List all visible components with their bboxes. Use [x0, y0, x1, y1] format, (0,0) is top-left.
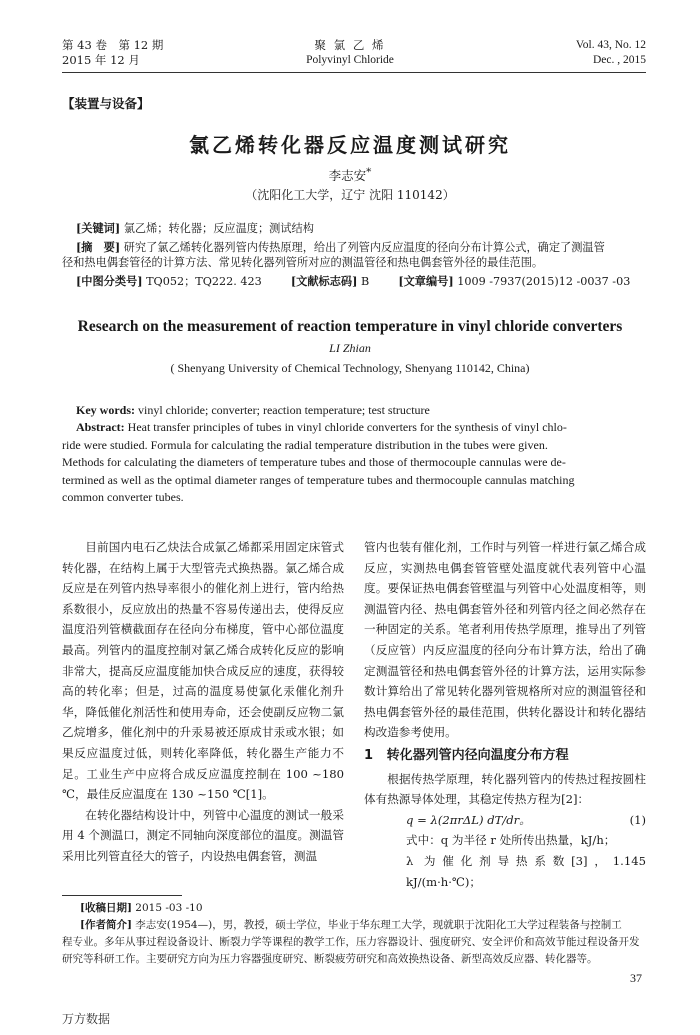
- bio-line: 李志安(1954—)，男，教授，硕士学位，毕业于华东理工大学，现就职于沈阳化工大学过程装备与控制工: [135, 919, 622, 931]
- header-vol-issue-en: Vol. 43, No. 12: [575, 39, 646, 51]
- cn-clc: TQ052；TQ222. 423: [146, 274, 262, 288]
- cn-article: 1009 -7937(2015)12 -0037 -03: [457, 274, 631, 288]
- en-title: Research on the measurement of reaction temperature in vinyl chloride converters: [77, 318, 623, 335]
- body-line: 乙烯合成反应是在列管内热导率很小的催化剂上进: [62, 560, 344, 596]
- bio-row: [62, 917, 646, 934]
- en-keywords-label: Key words:: [76, 403, 135, 417]
- equation-number: (1): [629, 812, 646, 827]
- body-line: 然存在一种固定的关系。笔者利用传热学原理，推导: [364, 601, 646, 637]
- body-line: 出去，使得反应温度沿列管横截面存在径向分布梯: [62, 601, 344, 637]
- body-line: 根据传热学原理，转化器列管内的传热过程按: [387, 771, 623, 786]
- header-rule: [62, 72, 646, 73]
- footnote-rule: [62, 895, 182, 896]
- en-meta-block: [62, 402, 646, 506]
- body-line: 圆柱体有热源导体处理，其稳定传热方程为[2]：: [364, 771, 646, 807]
- en-keywords-row: [62, 402, 646, 419]
- body-line: 和使用寿命，还会使副反应物二氯乙烷增多，催化剂: [62, 704, 344, 740]
- cn-title: 氯乙烯转化器反应温度测试研究: [189, 133, 511, 157]
- header-date-en: Dec. , 2015: [592, 54, 646, 66]
- body-line: 管内也装有催化剂，工作时与列管一样进行氯乙烯合: [364, 540, 635, 554]
- received-row: [62, 900, 646, 917]
- cn-article-label: [文章编号]: [398, 273, 454, 288]
- body-line: 采用 4 个测温口，测定不同轴向深度部位的温度。测: [62, 807, 344, 843]
- en-abstract-label: Abstract:: [76, 420, 125, 435]
- body-paragraph: [364, 769, 646, 810]
- en-abstract-line: common converter tubes.: [62, 490, 184, 505]
- body-line: 运用实际参数计算给出了常见转化器列管规格所对应: [364, 663, 646, 699]
- cn-clc-label: [中图分类号]: [76, 273, 143, 288]
- received-label: [收稿日期]: [80, 902, 132, 914]
- body-paragraph: [364, 537, 646, 743]
- header-right: [576, 38, 646, 68]
- body-line: 高的温度易使氯化汞催化剂升华，降低催化剂活性: [62, 684, 344, 719]
- header-journal-cn: 聚 氯 乙 烯: [314, 38, 386, 52]
- cn-class-row: [62, 274, 662, 290]
- received-date: 2015 -03 -10: [135, 902, 203, 914]
- equation-1: [364, 810, 646, 831]
- page-number: 37: [630, 971, 642, 985]
- body-line: 温度在 130 ~150 ℃[1]。: [132, 787, 274, 802]
- cn-abstract-label: [摘 要]: [76, 239, 121, 254]
- body-line: 设计和转化器结构改造参考使用。: [364, 704, 646, 740]
- section-heading-1: [364, 746, 646, 767]
- bio-line: 程专业。多年从事过程设备设计、断裂力学等课程的教学工作，压力容器设计、强度研究、安全评价和高效节能过程设备开发: [62, 936, 640, 948]
- section-title: 转化器列管内径向温度分布方程: [386, 747, 569, 763]
- definition-line: 式中：q 为半径 r 处所传出热量，kJ/h；: [406, 833, 616, 848]
- cn-affiliation: （沈阳化工大学，辽宁 沈阳 110142）: [245, 188, 455, 202]
- body-line: 等，则测温管内径、热电偶套管外径和列管内径之间必: [364, 581, 646, 616]
- body-line: 的测温管径和热电偶套管外径的最佳范围，供转化器: [364, 684, 646, 719]
- watermark: 万方数据: [62, 1012, 111, 1026]
- bio-label: [作者简介]: [80, 919, 132, 931]
- body-paragraph: [62, 805, 344, 867]
- body-left-column: [62, 537, 344, 867]
- header-vol-issue-cn: 第 43 卷 第 12 期: [62, 38, 164, 52]
- section-number: 1: [364, 747, 374, 763]
- body-line: 中应将合成反应温度控制在 100 ~180 ℃，最佳反应: [62, 766, 344, 802]
- body-paragraph: [62, 537, 344, 805]
- cn-doc: B: [360, 274, 370, 288]
- body-line: 行，管内给热系数很小，反应放出的热量不容易传递: [62, 581, 344, 616]
- body-line: 出了列管（反应管）内反应温度的径向分布计算方法，: [364, 622, 646, 657]
- body-line: 乙烯合成转化反应的影响非常大，提高反应温度能: [62, 642, 344, 678]
- en-abstract-line: Heat transfer principles of tubes in vinyl chloride converters for the synthesis of vinyl chlo-: [127, 420, 567, 435]
- body-line: 温管采用比列管直径大的管子，内设热电偶套管，测温: [62, 828, 344, 863]
- en-abstract-line: termined as well as the optimal diameter ranges of temperature tubes and thermocouple cannulas matching: [62, 472, 575, 487]
- en-abstract-line: ride were studied. Formula for calculating the radial temperature distribution in the tubes were given.: [62, 437, 548, 452]
- en-author: LI Zhian: [329, 341, 371, 355]
- cn-meta-block: [62, 221, 662, 289]
- cn-abstract-line1: 研究了氯乙烯转化器列管内传热原理，给出了列管内反应温度的径向分布计算公式，确定了测温管: [123, 240, 605, 254]
- body-line: 温度。要保证热电偶套管壁温与列管中心处温度相: [364, 560, 646, 596]
- body-line: 成反应，实测热电偶套管管壁处温度就代表列管中心: [364, 540, 646, 575]
- cn-author: 李志安: [328, 168, 367, 184]
- cn-keywords: 氯乙烯；转化器；反应温度；测试结构: [123, 222, 314, 235]
- cn-keywords-row: [62, 221, 662, 237]
- definition-line: λ 为催化剂导热系数[3]，1.145 kJ/(m·h·℃)；: [406, 853, 646, 889]
- body-line: 给出了确定测温管径和热电偶套管外径的计算方法，: [364, 642, 646, 678]
- header-journal-en: Polyvinyl Chloride: [306, 54, 394, 66]
- en-abstract-line: Methods for calculating the diameters of temperature tubes and those of thermocouple cannulas were de-: [62, 455, 566, 470]
- cn-doc-label: [文献标志码]: [290, 273, 358, 288]
- bio-line: 研究等科研工作。主要研究方向为压力容器强度研究、断裂疲劳研究和高效换热设备、新型高效反应器、转化器等。: [62, 953, 598, 965]
- cn-abstract-line2: 径和热电偶套管径的计算方法、常见转化器列管所对应的测温管径和热电偶套管外径的最佳范围。: [62, 256, 544, 269]
- cn-keywords-label: [关键词]: [76, 221, 121, 235]
- cn-author-line: [0, 166, 700, 184]
- equation-body: q = λ(2πrΔL) dT/dr。: [406, 812, 531, 827]
- body-line: 加快合成反应的速度，获得较高的转化率；但是，过: [62, 663, 344, 699]
- section-tag: 【装置与设备】: [62, 96, 150, 111]
- cn-author-mark: *: [366, 166, 372, 178]
- en-abstract-row: [62, 419, 646, 436]
- en-keywords: vinyl chloride; converter; reaction temperature; test structure: [138, 403, 430, 417]
- body-line: 目前国内电石乙炔法合成氯乙烯都采用固定床: [85, 540, 321, 554]
- header-date-cn: 2015 年 12 月: [62, 53, 140, 67]
- body-line: 管式转化器，在结构上属于大型管壳式换热器。氯: [62, 540, 344, 575]
- footnote-block: [62, 900, 646, 968]
- cn-abstract-row: [62, 240, 662, 256]
- body-line: 中的升汞易被还原成甘汞或水银；如果反应温度过: [62, 725, 344, 760]
- body-line: 度，管中心部位温度最高。列管内的温度控制对氯: [62, 622, 344, 657]
- body-right-column: [364, 537, 646, 892]
- body-line: 在转化器结构设计中，列管中心温度的测试一般: [85, 807, 333, 822]
- en-affiliation: ( Shenyang University of Chemical Technology, Shenyang 110142, China): [170, 361, 530, 375]
- body-line: 低，则转化率降低，转化器生产能力不足。工业生产: [62, 745, 344, 781]
